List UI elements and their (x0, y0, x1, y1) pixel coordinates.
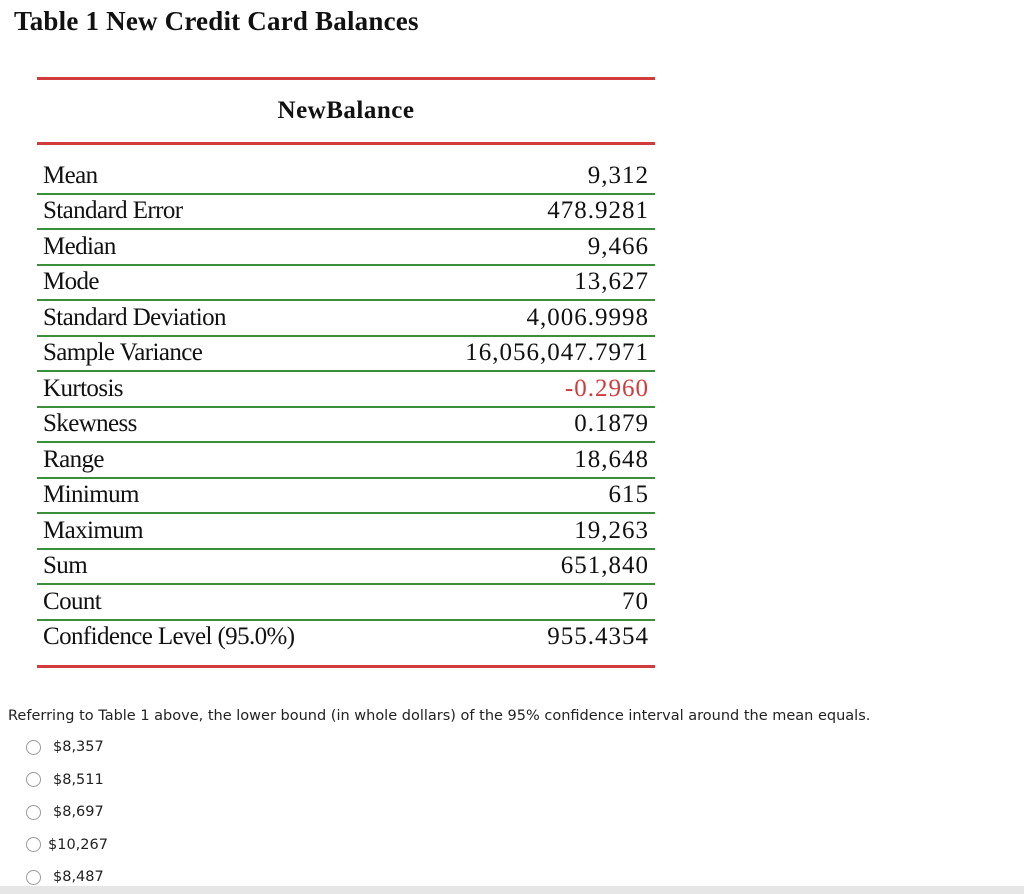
row-label: Kurtosis (43, 374, 123, 402)
table-row (37, 408, 655, 444)
option-label[interactable]: $8,697 (53, 804, 104, 821)
row-value: 18,648 (574, 445, 649, 473)
table-row (37, 479, 655, 515)
answer-option[interactable] (26, 796, 108, 829)
row-value: 651,840 (560, 552, 649, 580)
table-row (37, 443, 655, 479)
row-label: Sum (43, 552, 88, 580)
question-text: Referring to Table 1 above, the lower bound (in whole dollars) of the 95% confidence interval around the mean equals. (8, 708, 871, 724)
row-label: Minimum (43, 481, 139, 509)
table-row (37, 266, 655, 302)
row-value-negative: -0.2960 (564, 374, 649, 402)
row-value: 70 (622, 587, 649, 615)
row-label: Mean (43, 161, 98, 189)
row-value: 19,263 (574, 516, 649, 544)
table-row (37, 301, 655, 337)
table-row (37, 514, 655, 550)
bottom-rule (37, 665, 655, 668)
radio-button[interactable] (26, 740, 41, 755)
stats-table (37, 77, 655, 654)
radio-button[interactable] (26, 772, 41, 787)
table-row (37, 550, 655, 586)
row-value: 955.4354 (547, 623, 649, 651)
footer-strip (0, 886, 1024, 894)
table-row (37, 337, 655, 373)
row-label: Count (43, 587, 102, 615)
row-label: Skewness (43, 410, 137, 438)
row-label: Maximum (43, 516, 143, 544)
answer-option[interactable] (26, 731, 108, 764)
row-label: Confidence Level (95.0%) (43, 623, 295, 651)
table-row (37, 195, 655, 231)
row-value: 16,056,047.7971 (465, 339, 649, 367)
header-rule (37, 142, 655, 145)
column-header: NewBalance (277, 97, 415, 124)
row-value: 13,627 (574, 268, 649, 296)
option-label[interactable]: $8,511 (53, 771, 104, 788)
row-label: Mode (43, 268, 99, 296)
radio-button[interactable] (26, 805, 41, 820)
row-label: Sample Variance (43, 339, 203, 367)
row-label: Median (43, 232, 116, 260)
row-label: Standard Error (43, 197, 183, 225)
row-value: 478.9281 (547, 197, 649, 225)
row-value: 0.1879 (574, 410, 649, 438)
row-label: Standard Deviation (43, 303, 226, 331)
row-value: 4,006.9998 (526, 303, 649, 331)
radio-button[interactable] (26, 837, 41, 852)
table-row (37, 230, 655, 266)
row-value: 9,466 (587, 232, 649, 260)
option-label[interactable]: $8,487 (53, 869, 104, 886)
row-label: Range (43, 445, 104, 473)
answer-options (26, 731, 108, 894)
radio-button[interactable] (26, 870, 41, 885)
table-caption: Table 1 New Credit Card Balances (14, 6, 419, 36)
table-row (37, 585, 655, 621)
table-rows (37, 159, 655, 654)
answer-option[interactable] (26, 829, 108, 862)
table-row (37, 159, 655, 195)
option-label[interactable]: $8,357 (53, 739, 104, 756)
row-value: 9,312 (587, 161, 649, 189)
option-label[interactable]: $10,267 (48, 836, 108, 853)
answer-option[interactable] (26, 764, 108, 797)
table-row (37, 372, 655, 408)
row-value: 615 (608, 481, 649, 509)
table-row (37, 621, 655, 655)
